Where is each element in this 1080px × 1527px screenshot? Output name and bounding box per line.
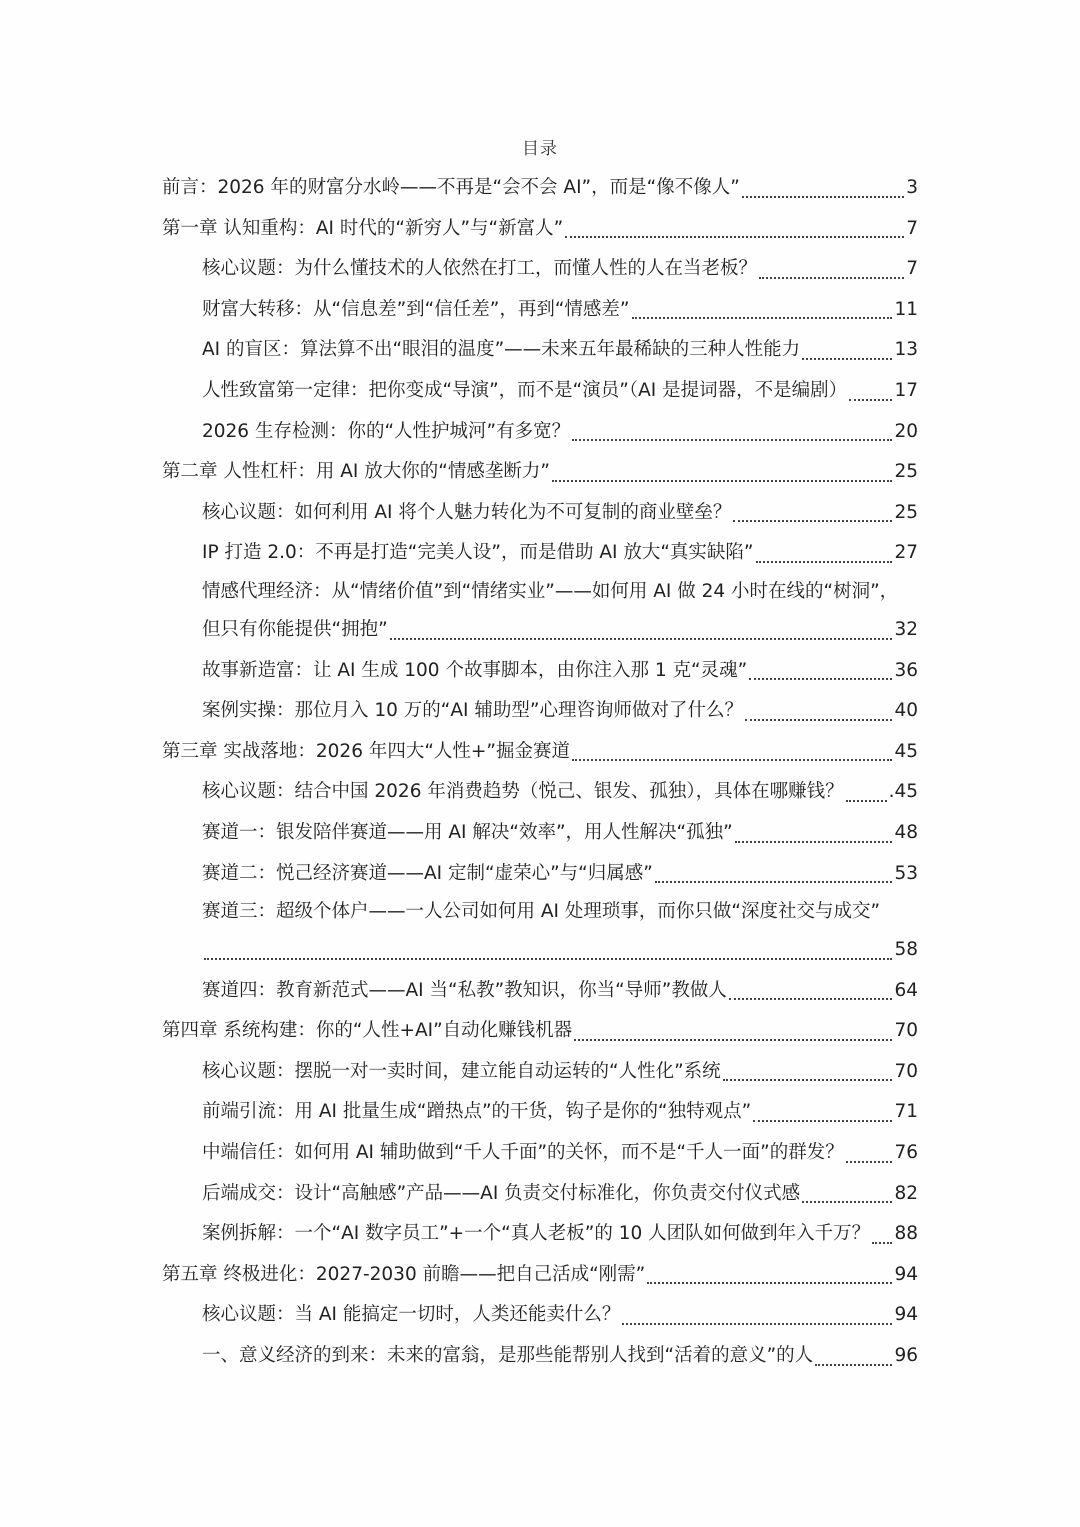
toc-page-number: 13 <box>894 339 918 361</box>
toc-section-entry[interactable] <box>162 412 918 453</box>
toc-entry-line-1 <box>202 574 918 610</box>
toc-entry-label: 核心议题：为什么懂技术的人依然在打工，而懂人性的人在当老板？ <box>202 258 758 280</box>
toc-section-entry[interactable] <box>162 772 918 813</box>
toc-dot-leader <box>729 998 893 1000</box>
toc-entry-label: 赛道一：银发陪伴赛道——用 AI 解决“效率”，用人性解决“孤独” <box>202 821 733 843</box>
toc-entry-label: AI 的盲区：算法算不出“眼泪的温度”——未来五年最稀缺的三种人性能力 <box>202 339 801 361</box>
toc-entry-label: 第三章 实战落地：2026 年四大“人性+”掘金赛道 <box>162 740 571 762</box>
toc-page-number: 20 <box>894 420 918 442</box>
toc-entry-label: 中端信任：如何用 AI 辅助做到“千人千面”的关怀，而不是“千人一面”的群发？ <box>202 1142 844 1164</box>
toc-page-number: 32 <box>894 618 918 640</box>
toc-page-number: 48 <box>894 821 918 843</box>
toc-page-number: 82 <box>894 1182 918 1204</box>
toc-section-entry[interactable] <box>162 651 918 692</box>
toc-page-number: 17 <box>894 379 918 401</box>
toc-page-number: 58 <box>894 939 918 961</box>
toc-dot-leader <box>745 719 892 721</box>
toc-entry-label: 赛道四：教育新范式——AI 当“私教”教知识，你当“导师”教做人 <box>202 979 727 1001</box>
toc-title: 目录 <box>522 139 558 159</box>
toc-chapter-entry[interactable] <box>162 452 918 493</box>
toc-dot-leader <box>756 561 893 563</box>
toc-chapter-entry[interactable] <box>162 209 918 250</box>
toc-dot-leader <box>390 638 893 640</box>
toc-section-entry[interactable] <box>162 691 918 732</box>
toc-dot-leader <box>849 399 892 401</box>
toc-section-entry[interactable] <box>162 1214 918 1255</box>
toc-dot-leader <box>632 317 893 319</box>
toc-page-number: 88 <box>894 1223 918 1245</box>
toc-page-number: 45 <box>894 740 918 762</box>
toc-entry-label: IP 打造 2.0：不再是打造“完美人设”，而是借助 AI 放大“真实缺陷” <box>202 542 754 564</box>
toc-section-entry[interactable] <box>162 971 918 1012</box>
toc-entry-label: 故事新造富：让 AI 生成 100 个故事脚本，由你注入那 1 克“灵魂” <box>202 659 748 681</box>
toc-section-entry[interactable] <box>162 1336 918 1377</box>
toc-entry-label: 前端引流：用 AI 批量生成“蹭热点”的干货，钩子是你的“独特观点” <box>202 1101 752 1123</box>
toc-section-entry[interactable] <box>162 574 918 651</box>
toc-dot-leader <box>647 1282 892 1284</box>
toc-entry-label: 财富大转移：从“信息差”到“信任差”，再到“情感差” <box>202 298 630 320</box>
toc-section-entry[interactable] <box>162 533 918 574</box>
toc-section-entry[interactable] <box>162 1052 918 1093</box>
toc-dot-leader <box>574 1039 892 1041</box>
toc-section-entry[interactable] <box>162 249 918 290</box>
toc-entry-label: 赛道二：悦己经济赛道——AI 定制“虚荣心”与“归属感” <box>202 862 653 884</box>
toc-entry-line-2 <box>202 930 918 971</box>
toc-section-entry[interactable] <box>162 854 918 895</box>
toc-dot-leader <box>655 881 893 883</box>
toc-page-number: 25 <box>894 461 918 483</box>
toc-section-entry[interactable] <box>162 813 918 854</box>
toc-page-number: .45 <box>888 781 918 803</box>
toc-page-number: 25 <box>894 501 918 523</box>
toc-entry-label: 但只有你能提供“拥抱” <box>202 618 388 640</box>
toc-dot-leader <box>872 1242 892 1244</box>
toc-entry-label: 第四章 系统构建：你的“人性+AI”自动化赚钱机器 <box>162 1020 573 1042</box>
toc-dot-leader <box>572 759 892 761</box>
toc-section-entry[interactable] <box>162 1295 918 1336</box>
toc-entry-label: 人性致富第一定律：把你变成“导演”，而不是“演员”（AI 是提词器，不是编剧） <box>202 379 848 401</box>
toc-dot-leader <box>572 439 892 441</box>
toc-entry-line-1 <box>202 894 918 930</box>
toc-section-entry[interactable] <box>162 330 918 371</box>
toc-entry-label: 核心议题：如何利用 AI 将个人魅力转化为不可复制的商业壁垒？ <box>202 501 732 523</box>
toc-dot-leader <box>749 678 892 680</box>
toc-section-entry[interactable] <box>162 1092 918 1133</box>
toc-page-number: 40 <box>894 700 918 722</box>
toc-entry-label: 核心议题：当 AI 能搞定一切时，人类还能卖什么？ <box>202 1304 621 1326</box>
toc-page-number: 70 <box>894 1020 918 1042</box>
toc-dot-leader <box>565 236 904 238</box>
toc-dot-leader <box>802 358 892 360</box>
toc-dot-leader <box>622 1323 892 1325</box>
toc-section-entry[interactable] <box>162 493 918 534</box>
toc-dot-leader <box>742 196 904 198</box>
toc-section-entry[interactable] <box>162 1133 918 1174</box>
toc-chapter-entry[interactable] <box>162 168 918 209</box>
toc-page-number: 11 <box>894 298 918 320</box>
toc-page-number: 94 <box>894 1304 918 1326</box>
toc-section-entry[interactable] <box>162 371 918 412</box>
toc-list <box>162 168 918 1377</box>
toc-dot-leader <box>733 520 892 522</box>
toc-page-number: 94 <box>894 1263 918 1285</box>
toc-dot-leader <box>753 1120 892 1122</box>
toc-section-entry[interactable] <box>162 894 918 971</box>
toc-page-number: 64 <box>894 979 918 1001</box>
toc-dot-leader <box>802 1201 892 1203</box>
toc-entry-label: 案例实操：那位月入 10 万的“AI 辅助型”心理咨询师做对了什么？ <box>202 700 743 722</box>
toc-page-number: 7 <box>906 217 918 239</box>
toc-entry-label: 第五章 终极进化：2027-2030 前瞻——把自己活成“刚需” <box>162 1263 646 1285</box>
toc-entry-label: 核心议题：摆脱一对一卖时间，建立能自动运转的“人性化”系统 <box>202 1060 721 1082</box>
toc-dot-leader <box>552 480 893 482</box>
toc-entry-label: 第二章 人性杠杆：用 AI 放大你的“情感垄断力” <box>162 461 550 483</box>
toc-dot-leader <box>846 800 887 802</box>
toc-entry-label: 后端成交：设计“高触感”产品——AI 负责交付标准化，你负责交付仪式感 <box>202 1182 801 1204</box>
toc-page-number: 76 <box>894 1142 918 1164</box>
toc-page-number: 3 <box>906 177 918 198</box>
toc-chapter-entry[interactable] <box>162 1255 918 1296</box>
toc-dot-leader <box>204 958 892 960</box>
toc-page-number: 53 <box>894 862 918 884</box>
toc-page-number: 7 <box>906 258 918 280</box>
toc-page-number: 71 <box>894 1101 918 1123</box>
toc-entry-label: 2026 生存检测：你的“人性护城河”有多宽？ <box>202 420 571 442</box>
toc-page-number: 36 <box>894 659 918 681</box>
toc-entry-label: 核心议题：结合中国 2026 年消费趋势（悦己、银发、孤独），具体在哪赚钱？ <box>202 781 844 803</box>
toc-dot-leader <box>815 1364 892 1366</box>
toc-page-number: 70 <box>894 1060 918 1082</box>
toc-page-number: 96 <box>894 1345 918 1367</box>
toc-entry-label: 赛道三：超级个体户——一人公司如何用 AI 处理琐事，而你只做“深度社交与成交” <box>202 901 881 923</box>
toc-dot-leader <box>759 277 904 279</box>
toc-chapter-entry[interactable] <box>162 1011 918 1052</box>
toc-dot-leader <box>735 841 893 843</box>
toc-dot-leader <box>846 1161 893 1163</box>
toc-entry-label: 第一章 认知重构：AI 时代的“新穷人”与“新富人” <box>162 217 564 239</box>
toc-entry-label: 情感代理经济：从“情绪价值”到“情绪实业”——如何用 AI 做 24 小时在线的“树洞”， <box>202 580 899 602</box>
toc-page-number: 27 <box>894 542 918 564</box>
toc-entry-line-2 <box>202 610 918 651</box>
toc-entry-label: 案例拆解：一个“AI 数字员工”+一个“真人老板”的 10 人团队如何做到年入千万？ <box>202 1223 871 1245</box>
toc-section-entry[interactable] <box>162 1174 918 1215</box>
toc-chapter-entry[interactable] <box>162 732 918 773</box>
toc-section-entry[interactable] <box>162 290 918 331</box>
toc-entry-label: 前言：2026 年的财富分水岭——不再是“会不会 AI”，而是“像不像人” <box>162 177 740 198</box>
toc-dot-leader <box>723 1079 893 1081</box>
toc-entry-label: 一、意义经济的到来：未来的富翁，是那些能帮别人找到“活着的意义”的人 <box>202 1345 814 1367</box>
